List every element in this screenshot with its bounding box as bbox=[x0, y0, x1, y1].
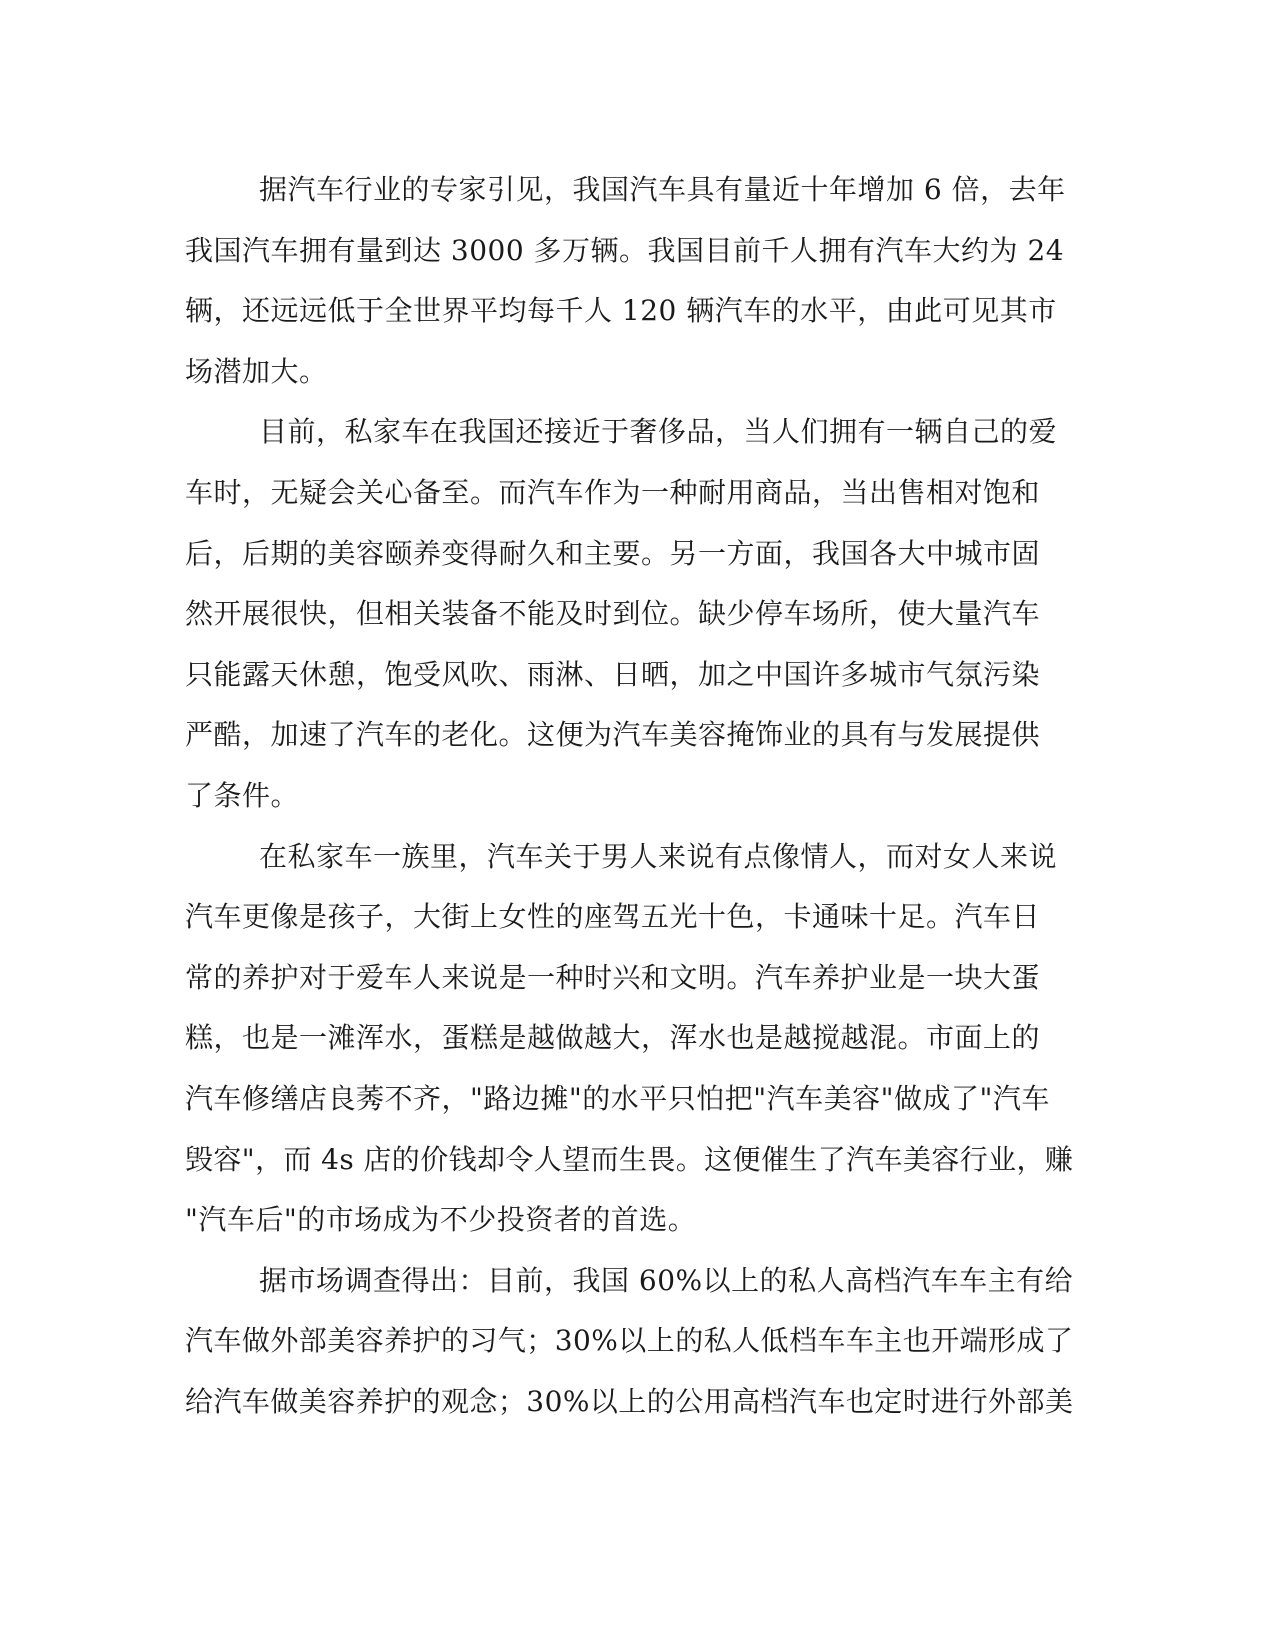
paragraph-2-line-2: 车时，无疑会关心备至。而汽车作为一种耐用商品，当出售相对饱和 bbox=[185, 475, 1041, 509]
paragraph-4-line-1: 据市场调查得出：目前，我国 60%以上的私人高档汽车车主有给 bbox=[259, 1263, 1074, 1297]
paragraph-3-line-7: "汽车后"的市场成为不少投资者的首选。 bbox=[185, 1203, 697, 1237]
paragraph-3-line-1: 在私家车一族里，汽车关于男人来说有点像情人，而对女人来说 bbox=[259, 839, 1058, 873]
paragraph-2-line-4: 然开展很快，但相关装备不能及时到位。缺少停车场所，使大量汽车 bbox=[185, 597, 1041, 631]
paragraph-2-line-3: 后，后期的美容颐养变得耐久和主要。另一方面，我国各大中城市固 bbox=[185, 536, 1041, 570]
paragraph-2-line-6: 严酷，加速了汽车的老化。这便为汽车美容掩饰业的具有与发展提供 bbox=[185, 718, 1041, 752]
paragraph-4 bbox=[185, 1251, 1075, 1433]
paragraph-1 bbox=[185, 160, 1075, 402]
paragraph-2-line-5: 只能露天休憩，饱受风吹、雨淋、日晒，加之中国许多城市气氛污染 bbox=[185, 657, 1041, 691]
paragraph-2-line-7: 了条件。 bbox=[185, 778, 300, 812]
paragraph-3-line-4: 糕，也是一滩浑水，蛋糕是越做越大，浑水也是越搅越混。市面上的 bbox=[185, 1021, 1041, 1055]
paragraph-2 bbox=[185, 402, 1075, 826]
paragraph-3-line-2: 汽车更像是孩子，大街上女性的座驾五光十色，卡通味十足。汽车日 bbox=[185, 900, 1041, 934]
paragraph-2-line-1: 目前，私家车在我国还接近于奢侈品，当人们拥有一辆自己的爱 bbox=[259, 415, 1058, 449]
paragraph-3 bbox=[185, 827, 1075, 1251]
paragraph-1-line-3: 辆，还远远低于全世界平均每千人 120 辆汽车的水平，由此可见其市 bbox=[185, 294, 1057, 328]
paragraph-3-line-6: 毁容"，而 4s 店的价钱却令人望而生畏。这便催生了汽车美容行业，赚 bbox=[185, 1142, 1074, 1176]
paragraph-1-line-2: 我国汽车拥有量到达 3000 多万辆。我国目前千人拥有汽车大约为 24 bbox=[185, 233, 1065, 267]
paragraph-3-line-3: 常的养护对于爱车人来说是一种时兴和文明。汽车养护业是一块大蛋 bbox=[185, 960, 1041, 994]
paragraph-3-line-5: 汽车修缮店良莠不齐，"路边摊"的水平只怕把"汽车美容"做成了"汽车 bbox=[185, 1081, 1050, 1115]
paragraph-4-line-2: 汽车做外部美容养护的习气；30%以上的私人低档车车主也开端形成了 bbox=[185, 1324, 1074, 1358]
paragraph-4-line-3: 给汽车做美容养护的观念；30%以上的公用高档汽车也定时进行外部美 bbox=[185, 1384, 1074, 1418]
document-body bbox=[185, 160, 1075, 1432]
paragraph-1-line-4: 场潜加大。 bbox=[185, 354, 328, 388]
paragraph-1-line-1: 据汽车行业的专家引见，我国汽车具有量近十年增加 6 倍，去年 bbox=[259, 173, 1066, 206]
